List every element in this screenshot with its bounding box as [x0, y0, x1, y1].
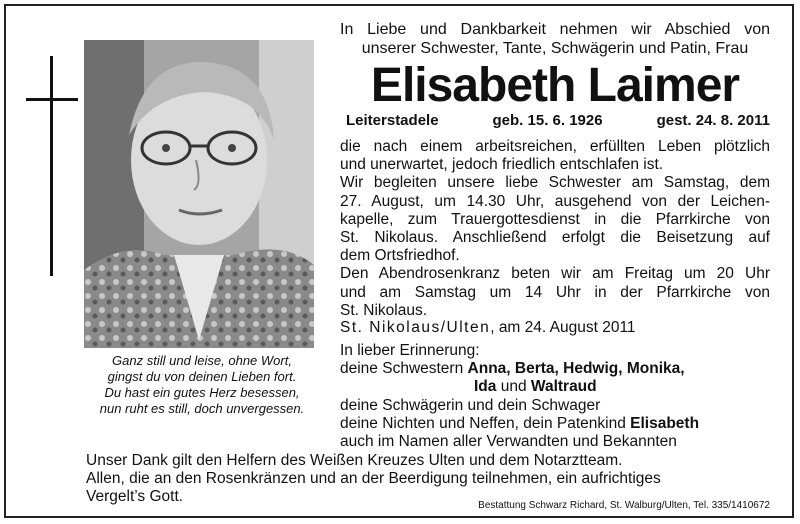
place-date-line: [340, 318, 770, 337]
body-line: dem Ortsfriedhof.: [340, 247, 460, 265]
deceased-name: Elisabeth Laimer: [370, 59, 740, 112]
sisters-names: Anna, Berta, Hedwig, Monika,: [467, 360, 685, 378]
sisters-line-2: [340, 378, 770, 396]
portrait-photo: [84, 40, 314, 348]
birth-date: geb. 15. 6. 1926: [492, 112, 603, 129]
body-line: 27. August, um 14.30 Uhr, ausgehend von der Leichen-: [340, 192, 770, 210]
body-line: die nach einem arbeitsreichen, erfüllten Leben plötzlich: [340, 138, 770, 155]
poem: [84, 353, 320, 417]
sister-ida: Ida: [474, 378, 497, 396]
body-line: Wir begleiten unsere liebe Schwester am Samstag, dem: [340, 174, 770, 192]
home-place: Leiterstadele: [346, 112, 439, 129]
undertaker-credit: Bestattung Schwarz Richard, St. Walburg/Ulten, Tel. 335/1410672: [478, 500, 770, 511]
memory-heading: In lieber Erinnerung:: [340, 342, 480, 359]
poem-line: Ganz still und leise, ohne Wort,: [112, 353, 292, 368]
in-laws-line: deine Schwägerin und dein Schwager: [340, 396, 601, 414]
body-line: kapelle, zum Trauergottesdienst in die Pfarrkirche von: [340, 210, 770, 228]
birth-death-line: [346, 112, 770, 130]
nieces-line: [340, 415, 770, 433]
body-line: und unerwartet, jedoch friedlich entschlafen ist.: [340, 156, 664, 174]
body-line: Den Abendrosenkranz beten wir am Freitag um 20 Uhr: [340, 265, 770, 283]
mourners-list: [340, 342, 770, 451]
body-line: St. Nikolaus. Anschließend erfolgt die Beisetzung auf: [340, 229, 770, 247]
nieces-prefix: deine Nichten und Neffen, dein Patenkind: [340, 414, 631, 432]
body-line: St. Nikolaus.: [340, 301, 428, 319]
thanks-line: Unser Dank gilt den Helfern des Weißen Kreuzes Ulten und dem Notarztteam.: [86, 452, 623, 469]
thanks-line: Vergelt’s Gott.: [86, 488, 184, 505]
relatives-line: auch im Namen aller Verwandten und Bekannten: [340, 433, 677, 451]
poem-line: gingst du von deinen Lieben fort.: [107, 369, 297, 384]
intro-text: [340, 20, 770, 58]
announcement-body: [340, 138, 770, 320]
poem-line: nun ruht es still, doch unvergessen.: [99, 401, 305, 416]
thanks-text: [86, 452, 776, 506]
godchild-name: Elisabeth: [630, 414, 700, 432]
thanks-line: Allen, die an den Rosenkränzen und an der Beerdigung teilnehmen, ein aufrichtiges: [86, 470, 661, 487]
signoff-date: , am 24. August 2011: [490, 319, 636, 336]
sisters-line: [340, 360, 770, 378]
intro-line-2: unserer Schwester, Tante, Schwägerin und Patin, Frau: [361, 40, 749, 57]
sister-waltraud: Waltraud: [530, 378, 597, 396]
poem-line: Du hast ein gutes Herz besessen,: [104, 385, 300, 400]
intro-line-1: In Liebe und Dankbarkeit nehmen wir Abschied von: [340, 21, 770, 38]
body-line: und am Samstag um 14 Uhr in der Pfarrkirche von: [340, 283, 770, 301]
and-word: und: [496, 378, 531, 396]
sisters-prefix: deine Schwestern: [340, 360, 468, 378]
signoff-place: St. Nikolaus/Ulten: [340, 319, 491, 336]
death-date: gest. 24. 8. 2011: [656, 112, 770, 129]
